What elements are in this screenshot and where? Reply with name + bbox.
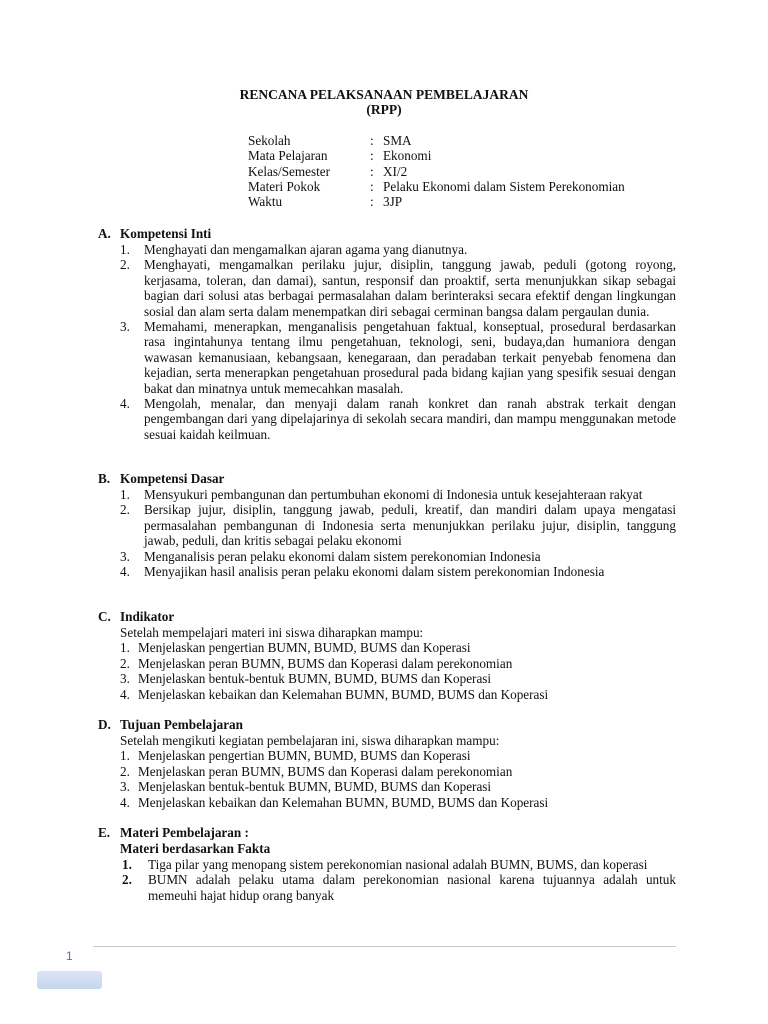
- item-number: 2.: [120, 257, 130, 273]
- section-intro: Setelah mempelajari materi ini siswa diharapkan mampu:: [120, 625, 424, 640]
- meta-label: Sekolah: [248, 133, 291, 148]
- item-text: Mensyukuri pembangunan dan pertumbuhan ekonomi di Indonesia untuk kesejahteraan rakyat: [144, 487, 643, 502]
- item-number: 2.: [120, 763, 130, 779]
- item-text: Memahami, menerapkan, menganalisis pengetahuan faktual, konseptual, prosedural berdasarkan rasa ingintahunya tentang ilmu pengetahuan, teknologi, seni, budaya,dan humaniora dengan wawasan kemanusiaan, kebangsaan, kenegaraan, dan peradaban terkait penyebab fenomena dan kejadian, serta menerapkan pengetahuan prosedural pada bidang kajian yang spesifik sesuai dengan bakat dan minatnya untuk memecahkan masalah.: [144, 319, 676, 396]
- section-title: Materi Pembelajaran :: [120, 825, 249, 840]
- item-text: Menjelaskan bentuk-bentuk BUMN, BUMD, BUMS dan Koperasi: [138, 779, 492, 795]
- numbered-list: [98, 242, 676, 442]
- item-text: Menyajikan hasil analisis peran pelaku ekonomi dalam sistem perekonomian Indonesia: [144, 564, 605, 580]
- section-core-competence: [98, 226, 676, 442]
- section-heading: [98, 825, 676, 841]
- meta-row-topic: [248, 179, 625, 194]
- item-number: 3.: [120, 779, 130, 795]
- section-basic-competence: [98, 471, 676, 579]
- item-number: 4.: [120, 396, 130, 412]
- list-item: [120, 257, 676, 319]
- section-heading: [98, 226, 676, 242]
- meta-label: Kelas/Semester: [248, 163, 331, 179]
- meta-label: Mata Pelajaran: [248, 148, 328, 164]
- item-text: Menjelaskan pengertian BUMN, BUMD, BUMS dan Koperasi: [138, 640, 471, 656]
- meta-value: Ekonomi: [383, 148, 432, 164]
- list-item: [98, 640, 676, 655]
- section-learning-objectives: [98, 717, 676, 810]
- item-text: Mengolah, menalar, dan menyaji dalam ranah konkret dan ranah abstrak terkait dengan pengembangan dari yang dipelajarinya di sekolah secara mandiri, dan mampu menggunakan metode sesuai kaidah keilmuan.: [144, 396, 676, 442]
- item-number: 1.: [122, 857, 132, 872]
- list-item: [98, 779, 676, 794]
- item-number: 3.: [120, 548, 130, 564]
- item-number: 1.: [120, 748, 130, 764]
- meta-colon: :: [370, 194, 374, 210]
- meta-value: 3JP: [383, 194, 403, 210]
- meta-colon: :: [370, 178, 374, 194]
- item-number: 3.: [120, 671, 130, 687]
- item-number: 3.: [120, 319, 130, 335]
- list-item: [120, 487, 676, 502]
- list-item: [120, 396, 676, 442]
- item-number: 2.: [120, 502, 130, 518]
- document-subtitle: (RPP): [366, 102, 402, 117]
- list-item: [98, 656, 676, 671]
- item-number: 4.: [120, 794, 130, 810]
- meta-value: XI/2: [383, 163, 408, 179]
- meta-row-subject: [248, 148, 625, 163]
- meta-colon: :: [370, 133, 374, 148]
- list-item: [120, 242, 676, 257]
- meta-row-school: [248, 133, 625, 148]
- item-number: 2.: [122, 872, 132, 888]
- meta-row-time: [248, 194, 625, 209]
- item-number: 4.: [120, 686, 130, 702]
- section-title: Kompetensi Dasar: [120, 471, 225, 486]
- item-text: Menjelaskan pengertian BUMN, BUMD, BUMS dan Koperasi: [138, 748, 471, 764]
- identity-table: [248, 133, 625, 209]
- item-number: 2.: [120, 655, 130, 671]
- meta-row-class: [248, 164, 625, 179]
- item-text: Menganalisis peran pelaku ekonomi dalam sistem perekonomian Indonesia: [144, 548, 541, 564]
- section-title: Tujuan Pembelajaran: [120, 717, 243, 732]
- meta-colon: :: [370, 148, 374, 164]
- item-text: Menghayati, mengamalkan perilaku jujur, disiplin, tanggung jawab, peduli (gotong royong, kerjasama, toleran, dan damai), santun, responsif dan proaktif, serta menunjukkan sikap sebagai bagian dari solusi atas berbagai permasalahan dalam berinteraksi secara efektif dengan lingkungan sosial dan alam serta dalam menempatkan diri sebagai cerminan bangsa dalam pergaulan dunia.: [144, 257, 676, 319]
- section-letter: D.: [98, 717, 111, 732]
- item-number: 4.: [120, 564, 130, 580]
- list-item: [98, 857, 676, 872]
- section-letter: B.: [98, 471, 111, 486]
- section-heading: [98, 717, 676, 733]
- list-item: [98, 671, 676, 686]
- section-indicators: [98, 609, 676, 702]
- item-text: Menjelaskan bentuk-bentuk BUMN, BUMD, BUMS dan Koperasi: [138, 671, 492, 687]
- meta-label: Waktu: [248, 194, 283, 210]
- item-text: BUMN adalah pelaku utama dalam perekonomian nasional karena tujuannya adalah untuk memeuhi hajat hidup orang banyak: [148, 872, 676, 903]
- item-text: Menjelaskan peran BUMN, BUMS dan Koperasi dalam perekonomian: [138, 655, 513, 671]
- section-heading: [98, 471, 676, 487]
- list-item: [98, 795, 676, 810]
- page-number: 1: [66, 949, 73, 963]
- section-subheading: Materi berdasarkan Fakta: [120, 841, 271, 856]
- list-item: [98, 764, 676, 779]
- item-text: Menjelaskan peran BUMN, BUMS dan Koperasi dalam perekonomian: [138, 763, 513, 779]
- list-item: [98, 872, 676, 903]
- section-learning-material: [98, 825, 676, 903]
- item-text: Bersikap jujur, disiplin, tanggung jawab, peduli, kreatif, dan mandiri dalam upaya mengatasi permasalahan pembangunan di Indonesia serta menunjukkan perilaku jujur, disiplin, tanggung jawab, peduli, dan kritis sebagai pelaku ekonomi: [144, 502, 676, 549]
- section-letter: A.: [98, 226, 111, 241]
- section-intro: Setelah mengikuti kegiatan pembelajaran ini, siswa diharapkan mampu:: [120, 733, 500, 748]
- section-letter: C.: [98, 609, 111, 624]
- footer-divider: [93, 946, 676, 947]
- item-text: Menghayati dan mengamalkan ajaran agama yang dianutnya.: [144, 242, 468, 257]
- list-item: [120, 319, 676, 396]
- item-text: Tiga pilar yang menopang sistem perekonomian nasional adalah BUMN, BUMS, dan koperasi: [148, 857, 648, 872]
- section-title: Kompetensi Inti: [120, 226, 212, 241]
- list-item: [98, 748, 676, 763]
- list-item: [120, 549, 676, 564]
- list-item: [120, 502, 676, 548]
- item-text: Menjelaskan kebaikan dan Kelemahan BUMN, BUMD, BUMS dan Koperasi: [138, 686, 549, 702]
- meta-value: Pelaku Ekonomi dalam Sistem Perekonomian: [383, 178, 625, 194]
- page-tab-decoration: [37, 971, 102, 989]
- list-item: [120, 564, 676, 579]
- list-item: [98, 687, 676, 702]
- document-title: RENCANA PELAKSANAAN PEMBELAJARAN: [239, 87, 529, 102]
- section-title: Indikator: [120, 609, 175, 624]
- item-number: 1.: [120, 487, 130, 502]
- meta-label: Materi Pokok: [248, 178, 321, 194]
- section-heading: [98, 609, 676, 625]
- section-letter: E.: [98, 825, 111, 840]
- item-text: Menjelaskan kebaikan dan Kelemahan BUMN, BUMD, BUMS dan Koperasi: [138, 794, 549, 810]
- numbered-list: [98, 487, 676, 579]
- item-number: 1.: [120, 242, 130, 257]
- meta-value: SMA: [383, 133, 412, 148]
- item-number: 1.: [120, 640, 130, 656]
- meta-colon: :: [370, 163, 374, 179]
